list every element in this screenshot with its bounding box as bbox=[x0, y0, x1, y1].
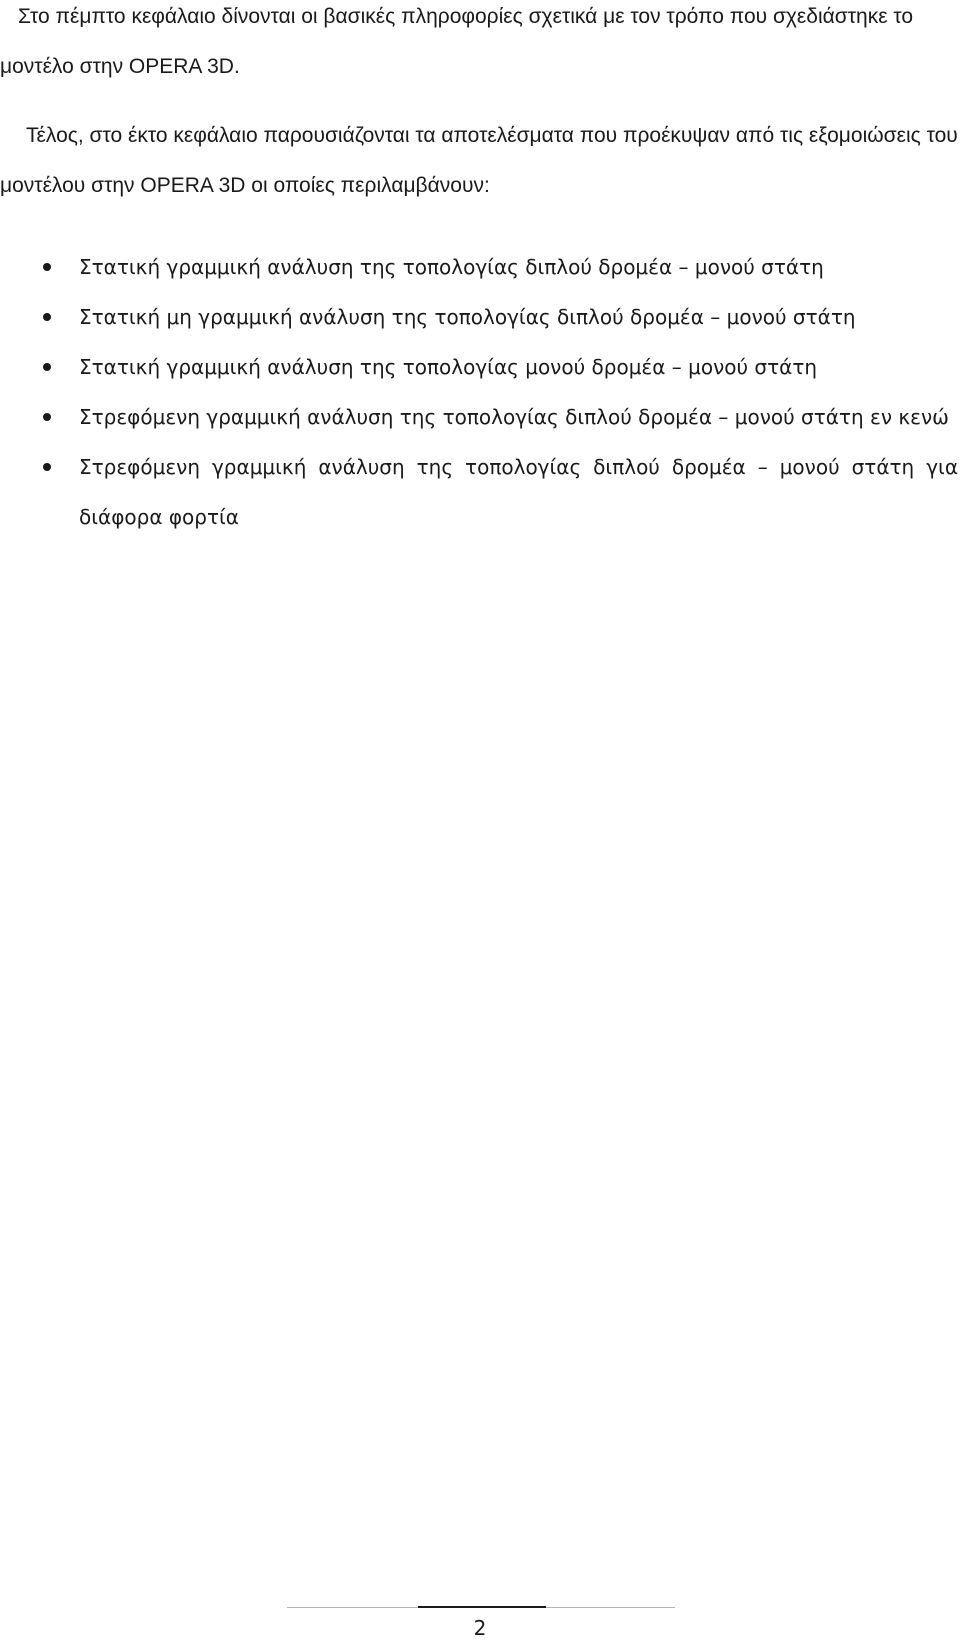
bullet-text: Στατική γραμμική ανάλυση της τοπολογίας διπλού δρομέα – μονού στάτη bbox=[79, 255, 824, 279]
bullet-text: Στατική μη γραμμική ανάλυση της τοπολογίας διπλού δρομέα – μονού στάτη bbox=[79, 305, 856, 329]
bullet-item bbox=[0, 392, 958, 442]
paragraph-chapter-5 bbox=[0, 0, 958, 92]
bullet-icon bbox=[43, 263, 51, 271]
results-bullet-list bbox=[0, 242, 958, 542]
bullet-item bbox=[0, 442, 958, 542]
bullet-item bbox=[0, 242, 958, 292]
page-number: 2 bbox=[473, 1616, 487, 1640]
bullet-text: Στατική γραμμική ανάλυση της τοπολογίας μονού δρομέα – μονού στάτη bbox=[79, 355, 818, 379]
bullet-text: Στρεφόμενη γραμμική ανάλυση της τοπολογίας διπλού δρομέα – μονού στάτη εν κενώ bbox=[79, 405, 949, 429]
paragraph-chapter-6 bbox=[0, 111, 958, 211]
bullet-icon bbox=[43, 463, 51, 471]
bullet-icon bbox=[43, 413, 51, 421]
bullet-icon bbox=[43, 313, 51, 321]
bullet-item bbox=[0, 342, 958, 392]
footer-divider-accent bbox=[418, 1606, 546, 1608]
paragraph-text: Τέλος, στο έκτο κεφάλαιο παρουσιάζονται τα αποτελέσματα που προέκυψαν από τις εξομοιώσεις του μοντέλου στην OPERA 3D οι οποίες περιλαμβάνουν: bbox=[0, 124, 958, 197]
bullet-item bbox=[0, 292, 958, 342]
paragraph-text: Στο πέμπτο κεφάλαιο δίνονται οι βασικές πληροφορίες σχετικά με τον τρόπο που σχεδιάστηκε το μοντέλο στην OPERA 3D. bbox=[0, 5, 914, 78]
bullet-icon bbox=[43, 363, 51, 371]
bullet-text: Στρεφόμενη γραμμική ανάλυση της τοπολογίας διπλού δρομέα – μονού στάτη για διάφορα φορτία bbox=[79, 455, 958, 529]
